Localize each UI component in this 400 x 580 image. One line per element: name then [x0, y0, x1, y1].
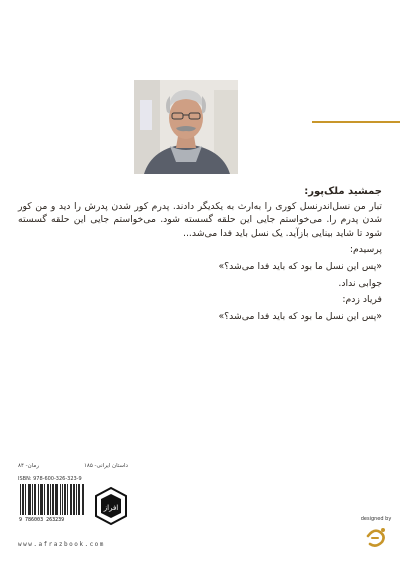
isbn-text: ISBN: 978-600-326-323-9 [18, 476, 82, 482]
series-label: داستان ایرانی- ۱۸۵ [83, 463, 128, 469]
publication-info [18, 461, 128, 561]
author-photo [134, 80, 238, 174]
barcode-bar [35, 484, 36, 515]
barcode-bar [42, 484, 43, 515]
publisher-mark: افراز [103, 504, 119, 512]
barcode-bar [60, 484, 61, 515]
barcode-bar [40, 484, 41, 515]
author-portrait-image [134, 80, 238, 174]
barcode-bar [55, 484, 56, 515]
barcode-bar [48, 484, 49, 515]
barcode-digits: 9 786003 263239 [19, 517, 65, 523]
series-genre-row [18, 461, 128, 471]
barcode-bar [47, 484, 48, 515]
author-name: جمشید ملک‌پور: [304, 186, 382, 197]
barcode-bar [67, 484, 68, 515]
barcode-bar [50, 484, 51, 515]
barcode-bar [83, 484, 84, 515]
publisher-website: www.afrazbook.com [18, 541, 105, 548]
barcode-bar [64, 484, 65, 515]
designer-label: designed by [360, 516, 392, 522]
text-line: جوابی نداد. [338, 277, 382, 289]
genre-label: رمان- ۸۴ [18, 463, 39, 469]
text-line: «پس این نسل ما بود که باید فدا می‌شد؟» [218, 310, 382, 322]
barcode-image [18, 483, 86, 523]
text-line: «پس این نسل ما بود که باید فدا می‌شد؟» [218, 260, 382, 272]
barcode-bar [76, 484, 77, 515]
barcode-bar [29, 484, 30, 515]
barcode-bar [22, 484, 23, 515]
barcode-bar [65, 484, 66, 515]
barcode-bar [82, 484, 83, 515]
barcode-bar [70, 484, 71, 515]
barcode-bar [62, 484, 63, 515]
designer-credit [356, 516, 396, 572]
barcode-bar [28, 484, 29, 515]
barcode-bar [25, 484, 26, 515]
barcode-bar [57, 484, 58, 515]
barcode-bar [71, 484, 72, 515]
text-line: پرسیدم: [349, 244, 382, 256]
barcode-bar [32, 484, 33, 515]
barcode-bar [73, 484, 74, 515]
barcode-bar [23, 484, 24, 515]
barcode-bar [30, 484, 31, 515]
barcode-bar [20, 484, 21, 515]
barcode-bar [44, 484, 45, 515]
barcode-bar [41, 484, 42, 515]
barcode-bar [53, 484, 54, 515]
back-cover-text [18, 185, 382, 326]
barcode-bar [74, 484, 75, 515]
body-paragraph: تبار من نسل‌اندرنسل کوری را به‌ارث به یکدیگر دادند. پدرم کور شدن پدرش را دید و من کور شدن پدرم را. می‌خواستم جایی این حلقه گسسته شود. می‌خواستم جایی این حلقه گسسته شود تا شاید بینایی بازآید. یک نسل باید فدا می‌شد... [18, 200, 382, 239]
barcode-bar [79, 484, 80, 515]
barcode-bar [38, 484, 39, 515]
barcode-bar [52, 484, 53, 515]
designer-logo-icon [364, 524, 390, 550]
barcode-bar [56, 484, 57, 515]
barcode-bar [34, 484, 35, 515]
gold-accent-line [312, 121, 400, 123]
publisher-logo-icon [94, 486, 128, 526]
barcode-bar [78, 484, 79, 515]
barcode-bars [20, 484, 84, 515]
text-line: فریاد زدم: [342, 294, 382, 306]
